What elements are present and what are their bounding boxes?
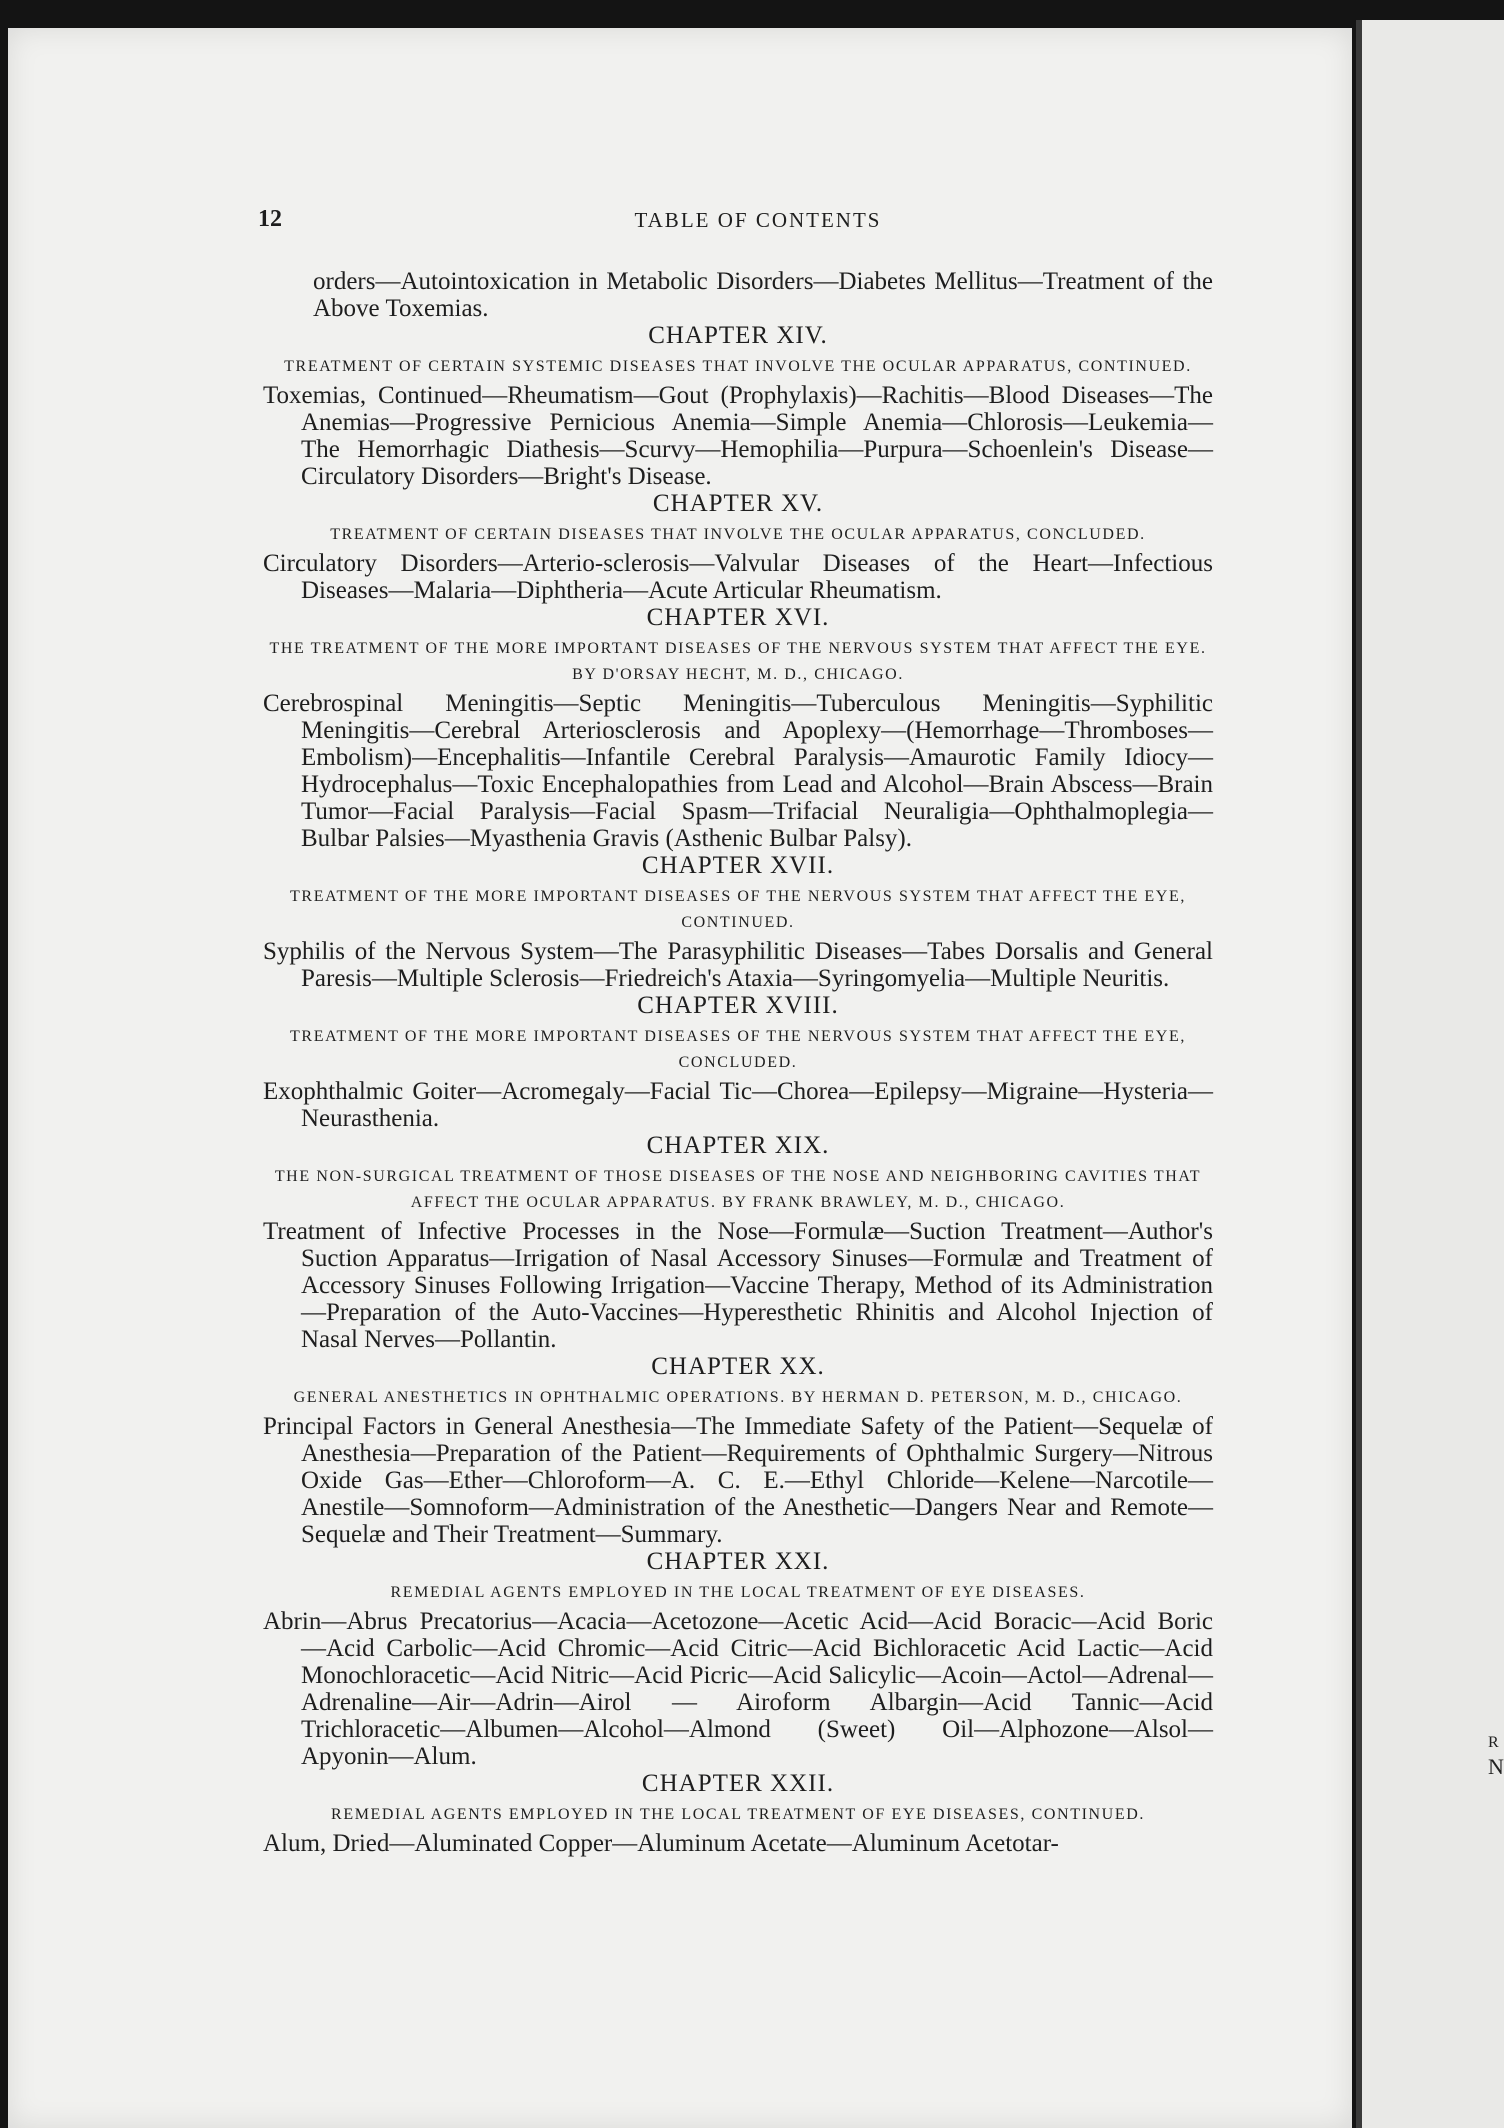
book-page (8, 28, 1352, 2128)
chapter-heading: CHAPTER XXI. (646, 1548, 830, 1575)
chapter-contents: Toxemias, Continued—Rheumatism—Gout (Prophylaxis)—Rachitis—Blood Diseases—The Anemias—Progressive Pernicious Anemia—Simple Anemia—Chlorosis—Leukemia—The Hemorrhagic Diathesis—Scurvy—Hemophilia—Purpura—Schoenlein's Disease—Circulatory Disorders—Bright's Disease. (263, 382, 1213, 490)
page-number: 12 (258, 206, 282, 232)
chapter-heading: CHAPTER XVII. (641, 852, 835, 879)
adjacent-page-fragment: N (1488, 1754, 1504, 1779)
chapter-subtitle: TREATMENT OF CERTAIN SYSTEMIC DISEASES THAT INVOLVE THE OCULAR APPARATUS, CONTINUED. (284, 358, 1192, 375)
chapter-subtitle: GENERAL ANESTHETICS IN OPHTHALMIC OPERATIONS. BY HERMAN D. PETERSON, M. D., CHICAGO. (293, 1389, 1183, 1406)
chapter-contents: Syphilis of the Nervous System—The Parasyphilitic Diseases—Tabes Dorsalis and General Paresis—Multiple Sclerosis—Friedreich's Ataxia—Syringomyelia—Multiple Neuritis. (263, 938, 1213, 992)
adjacent-page-edge (1356, 20, 1504, 2128)
chapter-subtitle: THE TREATMENT OF THE MORE IMPORTANT DISEASES OF THE NERVOUS SYSTEM THAT AFFECT THE EYE. BY D'ORSAY HECHT, M. D., CHICAGO. (269, 640, 1207, 683)
chapter-contents: Exophthalmic Goiter—Acromegaly—Facial Tic—Chorea—Epilepsy—Migraine—Hysteria—Neurasthenia. (263, 1078, 1213, 1132)
chapter-heading: CHAPTER XIV. (648, 322, 828, 349)
chapter-subtitle: REMEDIAL AGENTS EMPLOYED IN THE LOCAL TREATMENT OF EYE DISEASES, CONTINUED. (331, 1806, 1145, 1823)
chapter-contents: Principal Factors in General Anesthesia—The Immediate Safety of the Patient—Sequelæ of Anesthesia—Preparation of the Patient—Requirements of Ophthalmic Surgery—Nitrous Oxide Gas—Ether—Chloroform—A. C. E.—Ethyl Chloride—Kelene—Narcotile—Anestile—Somnoform—Administration of the Anesthetic—Dangers Near and Remote—Sequelæ and Their Treatment—Summary. (263, 1413, 1213, 1548)
running-header: TABLE OF CONTENTS (634, 208, 882, 232)
chapter-subtitle: TREATMENT OF CERTAIN DISEASES THAT INVOLVE THE OCULAR APPARATUS, CONCLUDED. (330, 526, 1146, 543)
chapter-subtitle: TREATMENT OF THE MORE IMPORTANT DISEASES OF THE NERVOUS SYSTEM THAT AFFECT THE EYE, CONTINUED. (290, 888, 1186, 931)
continued-text: orders—Autointoxication in Metabolic Disorders—Diabetes Mellitus—Treatment of the Above Toxemias. (313, 268, 1213, 322)
chapter-heading: CHAPTER XV. (652, 490, 824, 517)
chapter-subtitle: THE NON-SURGICAL TREATMENT OF THOSE DISEASES OF THE NOSE AND NEIGHBORING CAVITIES THAT AFFECT THE OCULAR APPARATUS. BY FRANK BRAWLEY, M. D., CHICAGO. (274, 1168, 1202, 1211)
chapter-heading: CHAPTER XVIII. (637, 992, 839, 1019)
adjacent-page-fragment: R (1488, 1734, 1499, 1751)
chapter-subtitle: REMEDIAL AGENTS EMPLOYED IN THE LOCAL TREATMENT OF EYE DISEASES. (390, 1584, 1086, 1601)
chapter-contents: Cerebrospinal Meningitis—Septic Meningitis—Tuberculous Meningitis—Syphilitic Meningitis—Cerebral Arteriosclerosis and Apoplexy—(Hemorrhage—Thromboses—Embolism)—Encephalitis—Infantile Cerebral Paralysis—Amaurotic Family Idiocy—Hydrocephalus—Toxic Encephalopathies from Lead and Alcohol—Brain Abscess—Brain Tumor—Facial Paralysis—Facial Spasm—Trifacial Neuraligia—Ophthalmoplegia—Bulbar Palsies—Myasthenia Gravis (Asthenic Bulbar Palsy). (263, 690, 1213, 852)
chapter-heading: CHAPTER XXII. (641, 1770, 835, 1797)
page-gutter (1356, 20, 1362, 2128)
chapter-contents: Circulatory Disorders—Arterio-sclerosis—Valvular Diseases of the Heart—Infectious Diseases—Malaria—Diphtheria—Acute Articular Rheumatism. (263, 550, 1213, 604)
chapter-heading: CHAPTER XVI. (646, 604, 830, 631)
chapter-contents: Abrin—Abrus Precatorius—Acacia—Acetozone—Acetic Acid—Acid Boracic—Acid Boric—Acid Carbolic—Acid Chromic—Acid Citric—Acid Bichloracetic Acid Lactic—Acid Monochloracetic—Acid Nitric—Acid Picric—Acid Salicylic—Acoin—Actol—Adrenal—Adrenaline—Air—Adrin—Airol — Airoform Albargin—Acid Tannic—Acid Trichloracetic—Albumen—Alcohol—Almond (Sweet) Oil—Alphozone—Alsol—Apyonin—Alum. (263, 1608, 1213, 1770)
chapter-contents: Alum, Dried—Aluminated Copper—Aluminum Acetate—Aluminum Acetotar- (263, 1830, 1059, 1857)
chapter-subtitle: TREATMENT OF THE MORE IMPORTANT DISEASES OF THE NERVOUS SYSTEM THAT AFFECT THE EYE, CONCLUDED. (290, 1028, 1186, 1071)
chapter-heading: CHAPTER XX. (651, 1353, 825, 1380)
chapter-contents: Treatment of Infective Processes in the Nose—Formulæ—Suction Treatment—Author's Suction Apparatus—Irrigation of Nasal Accessory Sinuses—Formulæ and Treatment of Accessory Sinuses Following Irrigation—Vaccine Therapy, Method of its Administration—Preparation of the Auto-Vaccines—Hyperesthetic Rhinitis and Alcohol Injection of Nasal Nerves—Pollantin. (263, 1218, 1213, 1353)
chapter-heading: CHAPTER XIX. (646, 1132, 830, 1159)
table-of-contents (263, 268, 1213, 1857)
